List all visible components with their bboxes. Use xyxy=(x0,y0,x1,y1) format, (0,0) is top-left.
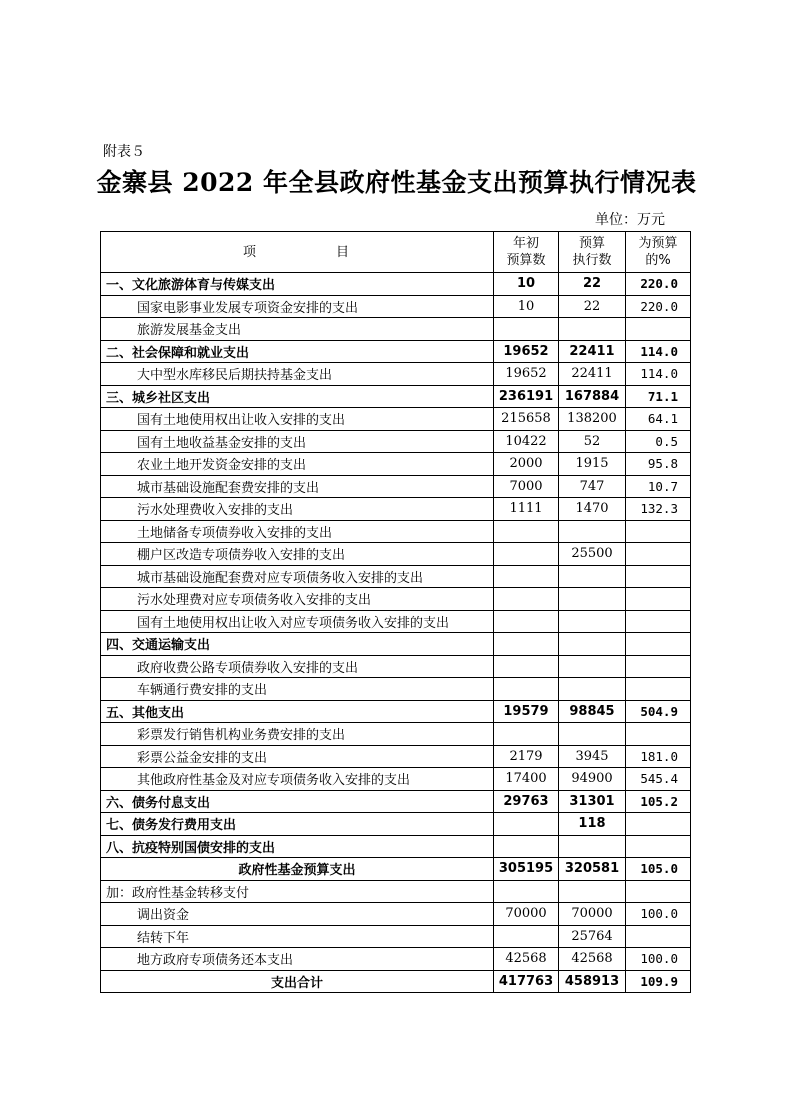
cell-executed xyxy=(559,678,626,701)
table-row xyxy=(101,903,691,926)
cell-percent xyxy=(626,633,691,656)
cell-percent xyxy=(626,880,691,903)
cell-initial-budget: 7000 xyxy=(494,475,559,498)
cell-percent xyxy=(626,723,691,746)
cell-executed xyxy=(559,588,626,611)
cell-initial-budget: 215658 xyxy=(494,408,559,431)
row-item-name: 六、债务付息支出 xyxy=(101,790,494,813)
table-row xyxy=(101,543,691,566)
cell-percent xyxy=(626,835,691,858)
cell-executed: 138200 xyxy=(559,408,626,431)
unit-label: 单位：万元 xyxy=(595,212,665,228)
cell-percent: 114.0 xyxy=(626,363,691,386)
table-row xyxy=(101,835,691,858)
header-executed: 预算 执行数 xyxy=(559,232,626,273)
cell-percent: 100.0 xyxy=(626,948,691,971)
cell-percent xyxy=(626,678,691,701)
page-title: 金寨县 2022 年全县政府性基金支出预算执行情况表 xyxy=(96,168,697,197)
table-row xyxy=(101,520,691,543)
cell-executed: 1470 xyxy=(559,498,626,521)
cell-percent xyxy=(626,318,691,341)
cell-percent xyxy=(626,520,691,543)
table-row xyxy=(101,925,691,948)
cell-initial-budget xyxy=(494,610,559,633)
cell-executed: 98845 xyxy=(559,700,626,723)
cell-executed: 118 xyxy=(559,813,626,836)
row-item-name: 旅游发展基金支出 xyxy=(101,318,494,341)
cell-percent: 105.0 xyxy=(626,858,691,881)
cell-executed xyxy=(559,723,626,746)
table-row xyxy=(101,273,691,296)
cell-percent: 132.3 xyxy=(626,498,691,521)
table-row xyxy=(101,363,691,386)
row-item-name: 其他政府性基金及对应专项债务收入安排的支出 xyxy=(101,768,494,791)
cell-percent: 10.7 xyxy=(626,475,691,498)
cell-initial-budget xyxy=(494,925,559,948)
table-row xyxy=(101,678,691,701)
cell-percent xyxy=(626,925,691,948)
cell-executed: 25500 xyxy=(559,543,626,566)
table-row xyxy=(101,408,691,431)
row-item-name: 彩票发行销售机构业务费安排的支出 xyxy=(101,723,494,746)
cell-initial-budget: 10 xyxy=(494,273,559,296)
table-row xyxy=(101,318,691,341)
row-item-name: 政府收费公路专项债券收入安排的支出 xyxy=(101,655,494,678)
row-item-name: 调出资金 xyxy=(101,903,494,926)
cell-executed xyxy=(559,318,626,341)
cell-percent xyxy=(626,655,691,678)
cell-percent: 220.0 xyxy=(626,273,691,296)
row-item-name: 国有土地使用权出让收入安排的支出 xyxy=(101,408,494,431)
cell-executed: 167884 xyxy=(559,385,626,408)
cell-executed: 94900 xyxy=(559,768,626,791)
budget-table xyxy=(100,231,691,993)
cell-initial-budget: 19652 xyxy=(494,363,559,386)
table-row xyxy=(101,340,691,363)
row-item-name: 城市基础设施配套费安排的支出 xyxy=(101,475,494,498)
cell-percent: 220.0 xyxy=(626,295,691,318)
cell-executed: 320581 xyxy=(559,858,626,881)
table-row xyxy=(101,498,691,521)
cell-executed xyxy=(559,880,626,903)
cell-executed: 22 xyxy=(559,273,626,296)
cell-initial-budget: 305195 xyxy=(494,858,559,881)
table-header-row xyxy=(101,232,691,273)
cell-percent xyxy=(626,565,691,588)
cell-percent xyxy=(626,543,691,566)
cell-percent: 95.8 xyxy=(626,453,691,476)
cell-percent: 545.4 xyxy=(626,768,691,791)
attachment-label: 附表５ xyxy=(103,144,145,160)
row-item-name: 土地储备专项债券收入安排的支出 xyxy=(101,520,494,543)
cell-initial-budget xyxy=(494,655,559,678)
row-item-name: 国有土地收益基金安排的支出 xyxy=(101,430,494,453)
row-item-name: 国有土地使用权出让收入对应专项债务收入安排的支出 xyxy=(101,610,494,633)
table-row xyxy=(101,655,691,678)
row-item-name: 结转下年 xyxy=(101,925,494,948)
cell-executed: 458913 xyxy=(559,970,626,993)
cell-executed: 1915 xyxy=(559,453,626,476)
cell-executed: 42568 xyxy=(559,948,626,971)
row-item-name: 国家电影事业发展专项资金安排的支出 xyxy=(101,295,494,318)
cell-percent xyxy=(626,813,691,836)
table-row xyxy=(101,745,691,768)
cell-initial-budget: 10422 xyxy=(494,430,559,453)
header-initial-budget: 年初 预算数 xyxy=(494,232,559,273)
table-row xyxy=(101,858,691,881)
table-row xyxy=(101,813,691,836)
cell-executed: 25764 xyxy=(559,925,626,948)
row-item-name: 彩票公益金安排的支出 xyxy=(101,745,494,768)
cell-executed: 31301 xyxy=(559,790,626,813)
row-item-name: 车辆通行费安排的支出 xyxy=(101,678,494,701)
cell-percent: 109.9 xyxy=(626,970,691,993)
row-item-name: 七、债务发行费用支出 xyxy=(101,813,494,836)
cell-initial-budget: 17400 xyxy=(494,768,559,791)
table-row xyxy=(101,880,691,903)
cell-executed: 22411 xyxy=(559,340,626,363)
cell-executed: 22411 xyxy=(559,363,626,386)
cell-initial-budget xyxy=(494,633,559,656)
cell-initial-budget xyxy=(494,543,559,566)
row-item-name: 一、文化旅游体育与传媒支出 xyxy=(101,273,494,296)
cell-initial-budget: 70000 xyxy=(494,903,559,926)
cell-executed xyxy=(559,633,626,656)
cell-initial-budget xyxy=(494,565,559,588)
cell-initial-budget xyxy=(494,678,559,701)
row-item-name: 八、抗疫特别国债安排的支出 xyxy=(101,835,494,858)
cell-initial-budget: 19652 xyxy=(494,340,559,363)
cell-executed xyxy=(559,565,626,588)
header-percent: 为预算 的% xyxy=(626,232,691,273)
cell-percent: 181.0 xyxy=(626,745,691,768)
row-item-name: 城市基础设施配套费对应专项债务收入安排的支出 xyxy=(101,565,494,588)
cell-percent: 100.0 xyxy=(626,903,691,926)
cell-initial-budget xyxy=(494,588,559,611)
table-row xyxy=(101,633,691,656)
table-row xyxy=(101,723,691,746)
cell-executed xyxy=(559,610,626,633)
cell-initial-budget: 2000 xyxy=(494,453,559,476)
cell-percent: 0.5 xyxy=(626,430,691,453)
cell-percent: 114.0 xyxy=(626,340,691,363)
cell-initial-budget: 10 xyxy=(494,295,559,318)
row-item-name: 污水处理费收入安排的支出 xyxy=(101,498,494,521)
cell-percent: 105.2 xyxy=(626,790,691,813)
row-item-name: 三、城乡社区支出 xyxy=(101,385,494,408)
cell-percent xyxy=(626,588,691,611)
cell-executed: 747 xyxy=(559,475,626,498)
row-item-name: 棚户区改造专项债券收入安排的支出 xyxy=(101,543,494,566)
cell-initial-budget: 236191 xyxy=(494,385,559,408)
cell-percent: 64.1 xyxy=(626,408,691,431)
table-row xyxy=(101,970,691,993)
cell-initial-budget: 2179 xyxy=(494,745,559,768)
cell-executed: 3945 xyxy=(559,745,626,768)
cell-initial-budget xyxy=(494,880,559,903)
table-row xyxy=(101,385,691,408)
table-row xyxy=(101,610,691,633)
cell-initial-budget xyxy=(494,813,559,836)
cell-executed: 70000 xyxy=(559,903,626,926)
cell-initial-budget: 42568 xyxy=(494,948,559,971)
row-item-name: 大中型水库移民后期扶持基金支出 xyxy=(101,363,494,386)
row-item-name: 农业土地开发资金安排的支出 xyxy=(101,453,494,476)
cell-initial-budget xyxy=(494,520,559,543)
cell-initial-budget: 29763 xyxy=(494,790,559,813)
table-row xyxy=(101,430,691,453)
row-item-name: 加：政府性基金转移支付 xyxy=(101,880,494,903)
cell-initial-budget xyxy=(494,723,559,746)
table-row xyxy=(101,948,691,971)
row-item-name: 支出合计 xyxy=(101,970,494,993)
cell-initial-budget: 417763 xyxy=(494,970,559,993)
cell-executed xyxy=(559,835,626,858)
row-item-name: 二、社会保障和就业支出 xyxy=(101,340,494,363)
cell-percent: 71.1 xyxy=(626,385,691,408)
cell-executed: 22 xyxy=(559,295,626,318)
table-row xyxy=(101,768,691,791)
cell-executed xyxy=(559,655,626,678)
row-item-name: 五、其他支出 xyxy=(101,700,494,723)
cell-percent: 504.9 xyxy=(626,700,691,723)
cell-executed: 52 xyxy=(559,430,626,453)
cell-executed xyxy=(559,520,626,543)
table-row xyxy=(101,453,691,476)
table-row xyxy=(101,565,691,588)
table-row xyxy=(101,588,691,611)
row-item-name: 地方政府专项债务还本支出 xyxy=(101,948,494,971)
cell-initial-budget: 1111 xyxy=(494,498,559,521)
header-item: 项 目 xyxy=(101,232,494,273)
row-item-name: 四、交通运输支出 xyxy=(101,633,494,656)
row-item-name: 污水处理费对应专项债务收入安排的支出 xyxy=(101,588,494,611)
cell-initial-budget: 19579 xyxy=(494,700,559,723)
table-row xyxy=(101,475,691,498)
row-item-name: 政府性基金预算支出 xyxy=(101,858,494,881)
table-row xyxy=(101,295,691,318)
cell-initial-budget xyxy=(494,318,559,341)
table-row xyxy=(101,790,691,813)
table-row xyxy=(101,700,691,723)
cell-percent xyxy=(626,610,691,633)
cell-initial-budget xyxy=(494,835,559,858)
